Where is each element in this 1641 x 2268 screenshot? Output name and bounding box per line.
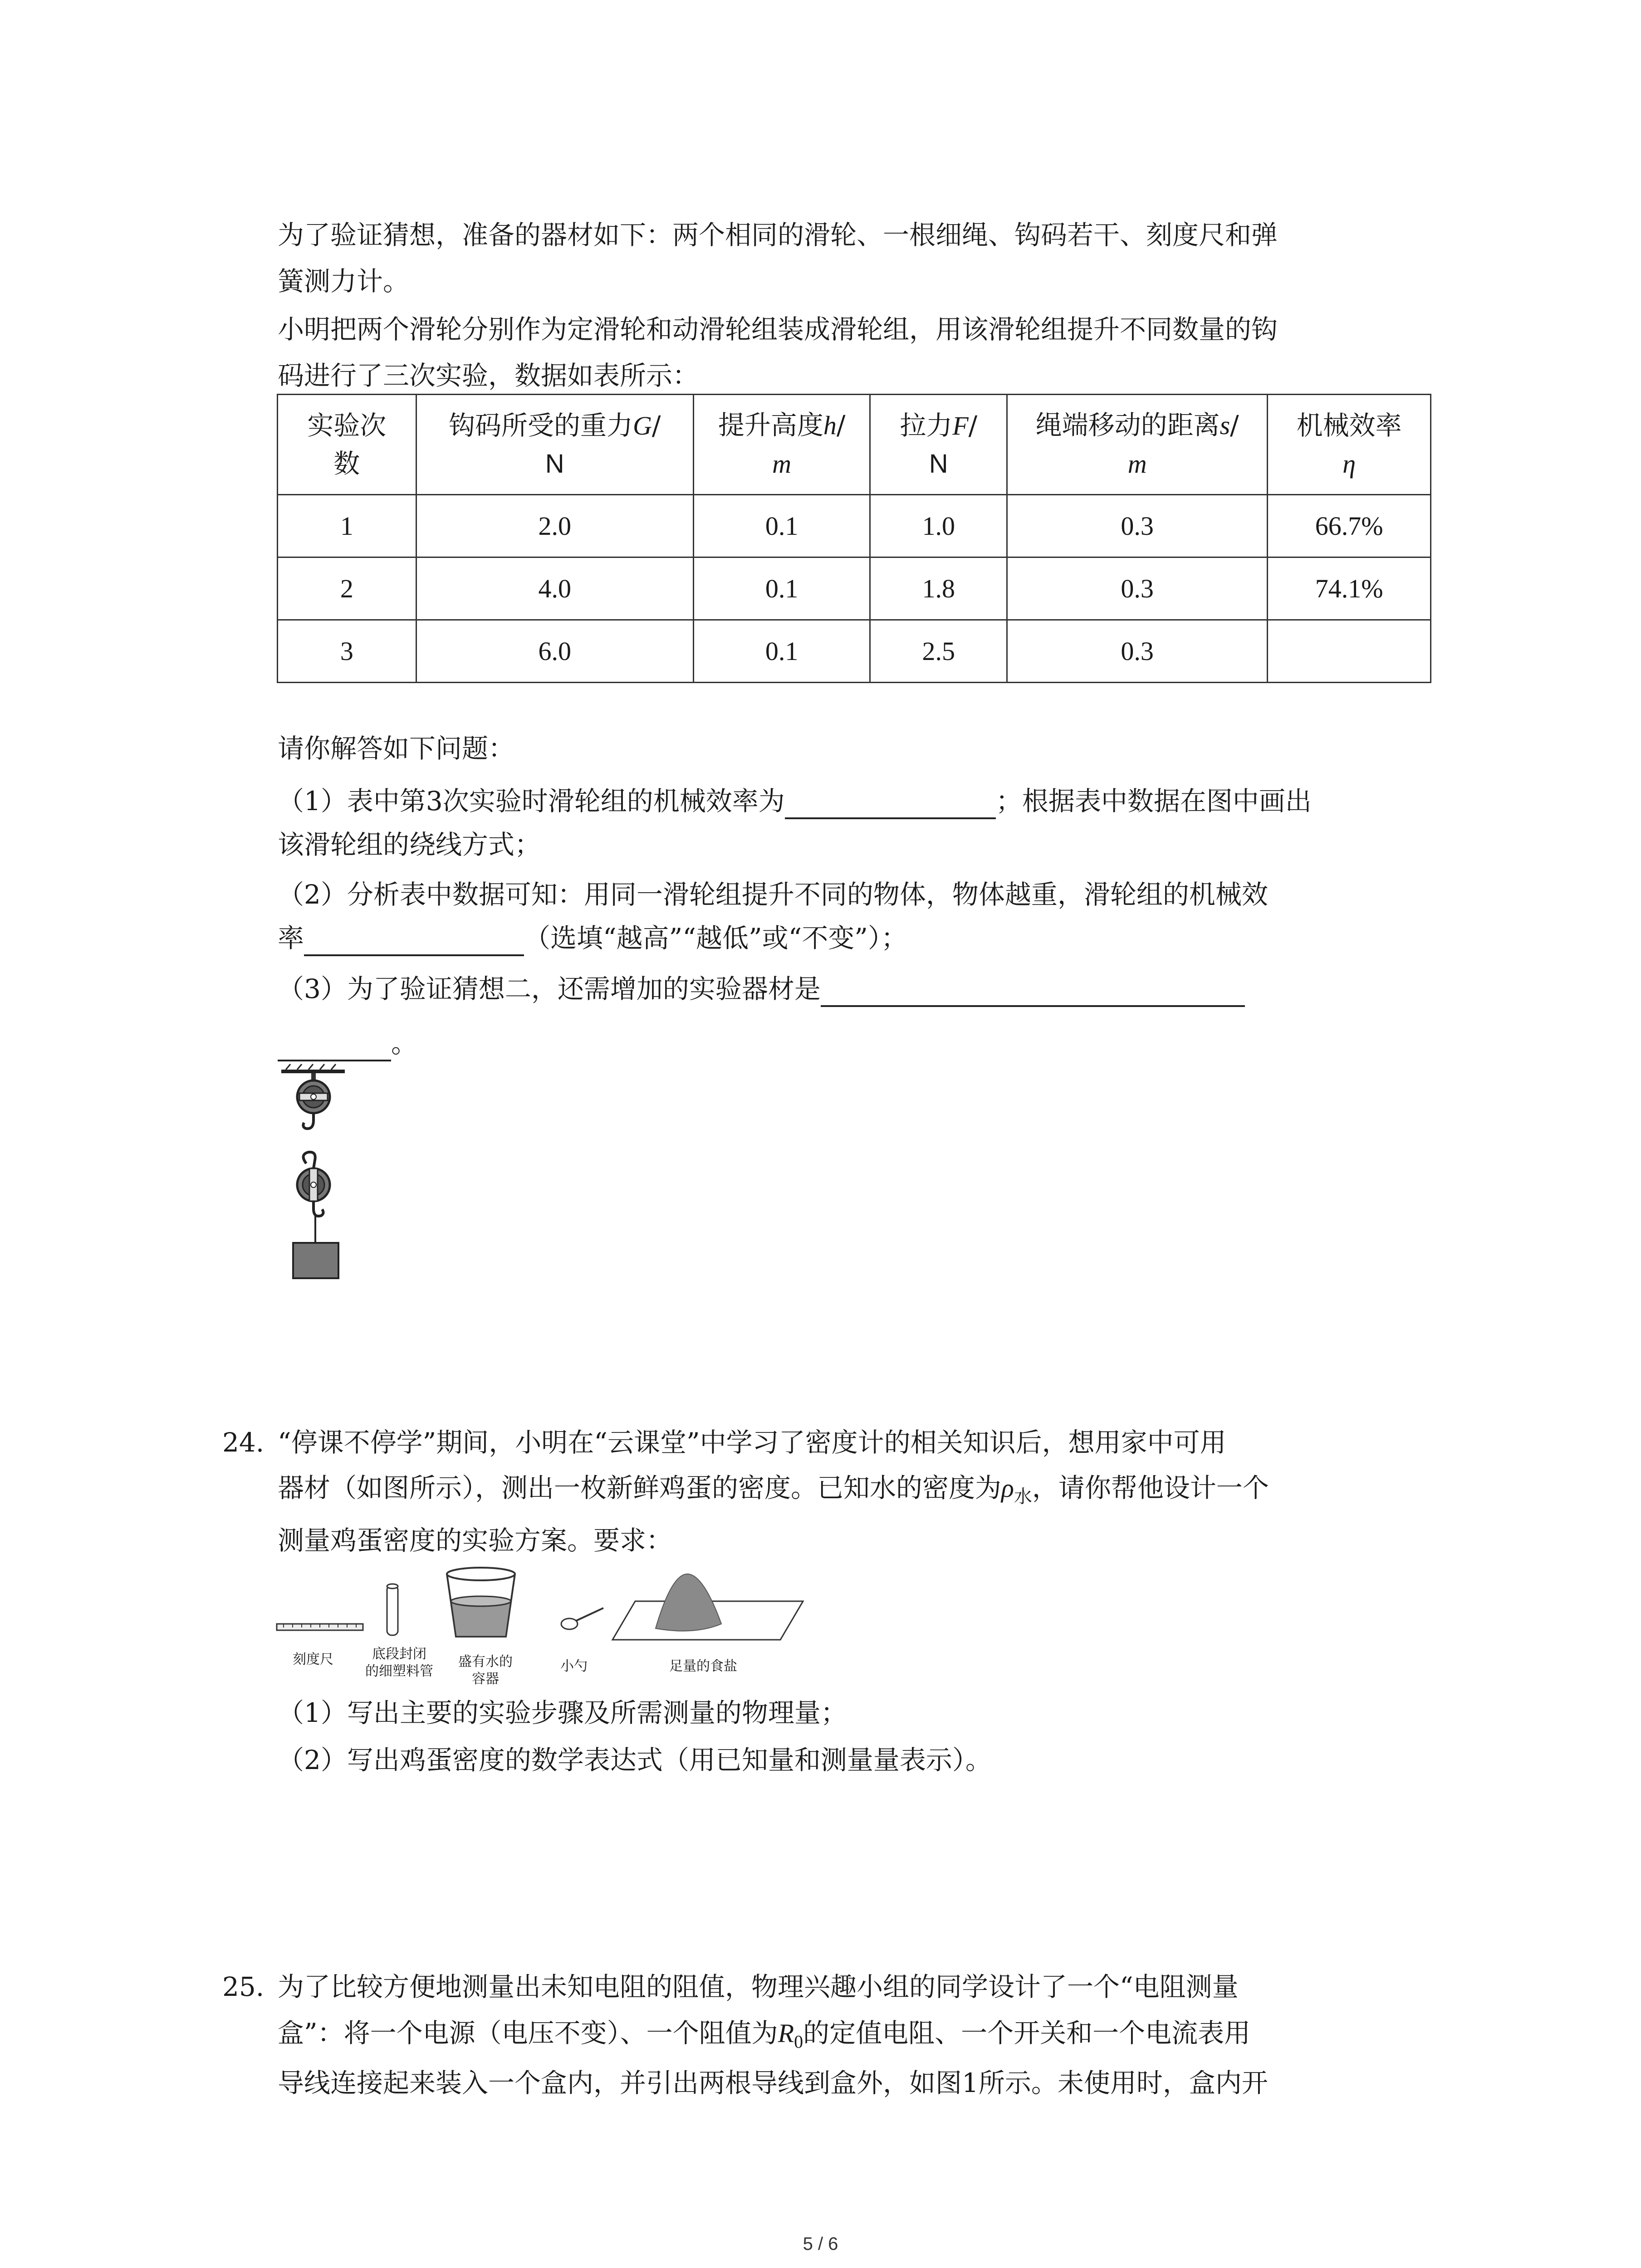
header-efficiency-label: 机械效率 <box>1296 410 1402 441</box>
question-25-number: 25. <box>222 1971 265 2002</box>
caption-container <box>445 1653 526 1688</box>
caption-spoon: 小勺 <box>560 1659 588 1674</box>
caption-container-l2: 容器 <box>472 1672 499 1686</box>
table-cell: 2.5 <box>870 620 1007 683</box>
header-weight-var: G <box>633 411 652 440</box>
header-height-label: 提升高度 <box>718 410 823 440</box>
table-cell: 0.3 <box>1007 620 1268 683</box>
header-trial-l2: 数 <box>333 448 360 479</box>
table-cell: 2.0 <box>416 495 693 557</box>
answer-blank-3[interactable] <box>821 980 1245 1007</box>
header-weight: 钩码所受的重力G/ N <box>416 395 693 495</box>
header-distance-unit: m <box>1127 449 1147 479</box>
page-number: 5 / 6 <box>803 2234 838 2254</box>
table-row <box>278 495 1431 557</box>
salt-illustration <box>612 1574 803 1640</box>
table-cell: 1.0 <box>870 495 1007 557</box>
header-trial-l1: 实验次 <box>307 410 387 441</box>
question-24-line-3: 测量鸡蛋密度的实验方案。要求： <box>278 1525 673 1556</box>
header-weight-unit: N <box>545 449 564 479</box>
header-distance: 绳端移动的距离s/ m <box>1007 395 1268 495</box>
question-24-number: 24. <box>222 1427 265 1458</box>
table-cell: 0.1 <box>693 557 870 620</box>
table-cell: 0.3 <box>1007 557 1268 620</box>
table-cell: 0.1 <box>693 495 870 557</box>
header-trial <box>278 395 416 495</box>
table-cell: 0.3 <box>1007 495 1268 557</box>
question-24-line-1: “停课不停学”期间，小明在“云课堂”中学习了密度计的相关知识后，想用家中可用 <box>278 1427 1226 1458</box>
question-3-end: 。 <box>391 1028 418 1059</box>
question-2-text-b: 率 <box>278 923 304 953</box>
r0-symbol: R <box>778 2019 794 2048</box>
movable-pulley <box>297 1152 330 1216</box>
intro-line-2: 簧测力计。 <box>278 266 410 297</box>
question-25-line-1: 为了比较方便地测量出未知电阻的阻值，物理兴趣小组的同学设计了一个“电阻测量 <box>278 1971 1239 2002</box>
table-cell: 4.0 <box>416 557 693 620</box>
question-25-line-2 <box>278 2015 1250 2060</box>
table-cell: 2 <box>278 557 416 620</box>
question-24-req-2: （2）写出鸡蛋密度的数学表达式（用已知量和测量量表示）。 <box>278 1745 992 1775</box>
pulley-diagram <box>272 1061 363 1297</box>
question-24-text-b: ，请你帮他设计一个 <box>1032 1472 1269 1503</box>
question-1-line <box>278 783 1312 819</box>
answer-blank-2[interactable] <box>304 929 524 956</box>
table-cell: 1 <box>278 495 416 557</box>
header-efficiency-var: η <box>1342 449 1356 479</box>
question-3-line-2 <box>278 1025 417 1061</box>
ceiling-support <box>281 1064 345 1073</box>
table-cell: 6.0 <box>416 620 693 683</box>
table-cell: 1.8 <box>870 557 1007 620</box>
spoon-illustration <box>561 1608 603 1629</box>
intro-line-4: 码进行了三次实验，数据如表所示： <box>278 360 699 391</box>
answer-blank-1[interactable] <box>785 792 996 819</box>
question-25-line-3: 导线连接起来装入一个盒内，并引出两根导线到盒外，如图1所示。未使用时，盒内开 <box>278 2068 1268 2098</box>
question-24-req-1: （1）写出主要的实验步骤及所需测量的物理量； <box>278 1697 847 1728</box>
header-height-var: h <box>823 411 837 440</box>
ruler-illustration <box>277 1624 363 1630</box>
header-height: 提升高度h/ m <box>693 395 870 495</box>
caption-tube <box>349 1646 449 1680</box>
table-cell <box>1268 620 1431 683</box>
caption-salt: 足量的食盐 <box>669 1659 737 1674</box>
r0-subscript: 0 <box>794 2031 803 2052</box>
header-distance-label: 绳端移动的距离 <box>1035 410 1220 440</box>
caption-ruler: 刻度尺 <box>293 1652 333 1667</box>
rho-symbol: ρ <box>1001 1473 1014 1503</box>
table-cell: 0.1 <box>693 620 870 683</box>
table-row <box>278 557 1431 620</box>
header-force-unit: N <box>929 449 948 479</box>
question-1-text-a: （1）表中第3次实验时滑轮组的机械效率为 <box>278 786 785 816</box>
water-container-illustration <box>447 1568 515 1637</box>
question-2-line: （2）分析表中数据可知：用同一滑轮组提升不同的物体，物体越重，滑轮组的机械效 <box>278 879 1268 910</box>
table-cell: 74.1% <box>1268 557 1431 620</box>
question-1-text-b: ；根据表中数据在图中画出 <box>995 786 1312 816</box>
header-force: 拉力F/ N <box>870 395 1007 495</box>
question-24-text-a: 器材（如图所示），测出一枚新鲜鸡蛋的密度。已知水的密度为 <box>278 1472 1002 1503</box>
plastic-tube-illustration <box>387 1584 398 1635</box>
hook-weight <box>293 1216 338 1278</box>
question-24-line-2 <box>278 1470 1269 1515</box>
question-2-text-c: （选填“越高”“越低”或“不变”）； <box>524 923 907 953</box>
header-efficiency <box>1268 395 1431 495</box>
header-force-label: 拉力 <box>900 410 953 441</box>
caption-container-l1: 盛有水的 <box>458 1654 513 1669</box>
experiment-table <box>277 394 1431 683</box>
rho-subscript: 水 <box>1014 1486 1032 1507</box>
question-2-line-2 <box>278 920 907 956</box>
caption-tube-l1: 底段封闭 <box>372 1647 426 1662</box>
question-3-line <box>278 971 1245 1007</box>
header-distance-var: s <box>1220 411 1230 440</box>
fixed-pulley <box>297 1073 330 1129</box>
table-cell: 3 <box>278 620 416 683</box>
question-25-text-b: 的定值电阻、一个开关和一个电流表用 <box>803 2018 1251 2048</box>
intro-line-1: 为了验证猜想，准备的器材如下：两个相同的滑轮、一根细绳、钩码若干、刻度尺和弹 <box>278 220 1278 250</box>
caption-tube-l2: 的细塑料管 <box>365 1664 433 1679</box>
table-row <box>278 620 1431 683</box>
question-25-text-a: 盒”：将一个电源（电压不变）、一个阻值为 <box>278 2018 778 2048</box>
header-height-unit: m <box>772 449 792 479</box>
question-1-line-2: 该滑轮组的绕线方式； <box>278 829 541 860</box>
answer-blank-3b[interactable] <box>278 1034 391 1061</box>
question-3-text: （3）为了验证猜想二，还需增加的实验器材是 <box>278 973 821 1004</box>
intro-line-3: 小明把两个滑轮分别作为定滑轮和动滑轮组装成滑轮组，用该滑轮组提升不同数量的钩 <box>278 314 1278 345</box>
table-cell: 66.7% <box>1268 495 1431 557</box>
table-header-row <box>278 395 1431 495</box>
header-force-var: F <box>952 411 969 440</box>
questions-lead: 请你解答如下问题： <box>278 733 515 764</box>
header-weight-label: 钩码所受的重力 <box>449 410 633 441</box>
